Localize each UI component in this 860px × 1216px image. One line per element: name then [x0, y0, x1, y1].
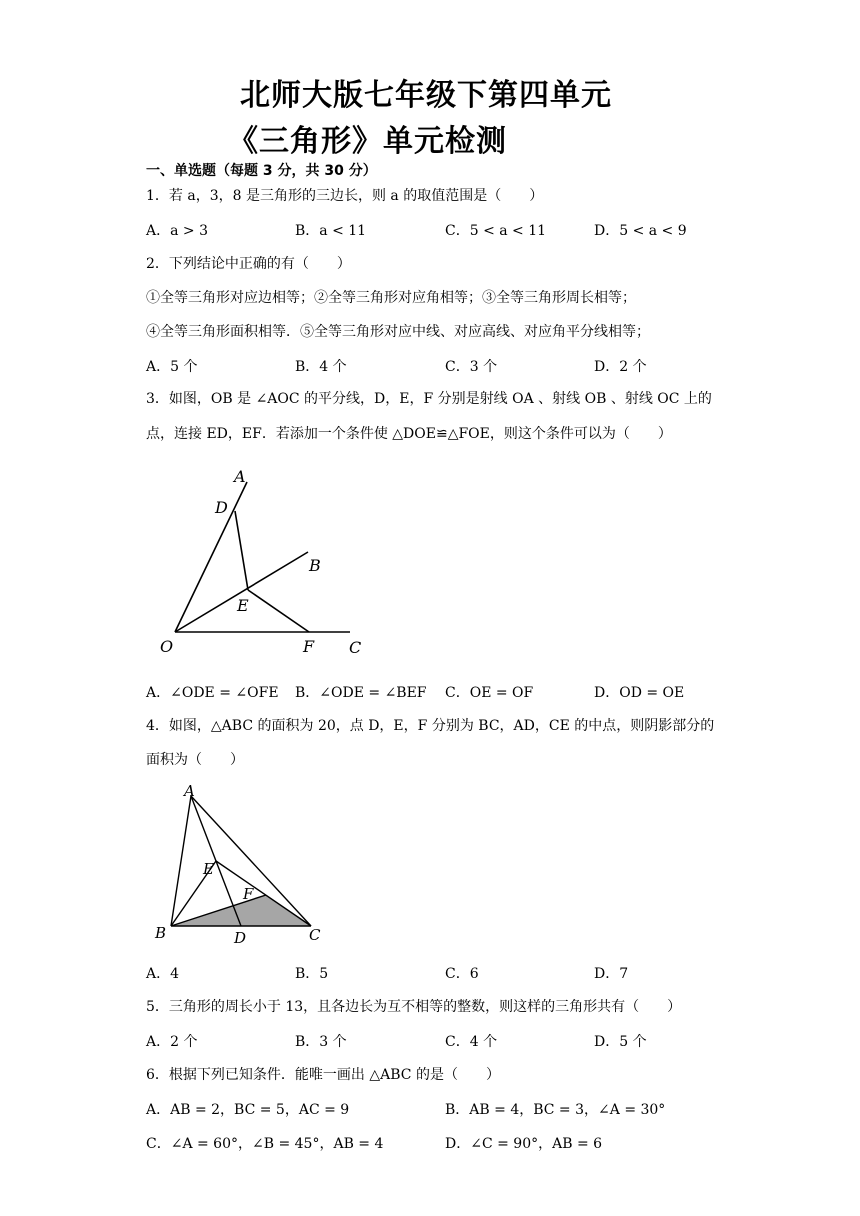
- q2-option-a[interactable]: A．5 个: [146, 359, 198, 375]
- q4-option-d[interactable]: D．7: [594, 966, 629, 982]
- q3-option-c[interactable]: C．OE = OF: [445, 685, 534, 701]
- question-3-line2: 点，连接 ED，EF．若添加一个条件使 △DOE≌△FOE，则这个条件可以为（ ）: [146, 426, 672, 442]
- q5-option-b[interactable]: B．3 个: [295, 1034, 347, 1050]
- label-f: F: [243, 885, 254, 903]
- label-f: F: [303, 637, 315, 656]
- label-e: E: [203, 860, 214, 878]
- q1-option-d[interactable]: D．5 < a < 9: [594, 223, 687, 239]
- q5-option-a[interactable]: A．2 个: [146, 1034, 198, 1050]
- segment-de: [235, 511, 248, 590]
- label-c: C: [349, 638, 362, 657]
- question-2-statements-2: ④全等三角形面积相等．⑤全等三角形对应中线、对应高线、对应角平分线相等；: [146, 324, 650, 340]
- question-2-statements-1: ①全等三角形对应边相等；②全等三角形对应角相等；③全等三角形周长相等；: [146, 290, 636, 306]
- label-d: D: [215, 498, 228, 517]
- q5-option-d[interactable]: D．5 个: [594, 1034, 647, 1050]
- q5-option-c[interactable]: C．4 个: [445, 1034, 498, 1050]
- side-ab: [171, 796, 191, 926]
- label-d: D: [234, 929, 247, 947]
- question-6: 6．根据下列已知条件．能唯一画出 △ABC 的是（ ）: [146, 1067, 500, 1083]
- q6-option-b[interactable]: B．AB = 4，BC = 3，∠A = 30°: [445, 1102, 666, 1118]
- q6-option-d[interactable]: D．∠C = 90°，AB = 6: [445, 1136, 603, 1152]
- question-4-line1: 4．如图，△ABC 的面积为 20，点 D，E，F 分别为 BC，AD，CE 的中点，则阴影部分的: [146, 718, 715, 734]
- question-1: 1．若 a，3，8 是三角形的三边长，则 a 的取值范围是（ ）: [146, 188, 544, 204]
- q4-option-c[interactable]: C．6: [445, 966, 479, 982]
- label-a: A: [184, 782, 195, 800]
- q6-option-c[interactable]: C．∠A = 60°，∠B = 45°，AB = 4: [146, 1136, 384, 1152]
- q4-option-b[interactable]: B．5: [295, 966, 329, 982]
- label-b: B: [155, 924, 167, 942]
- q3-option-d[interactable]: D．OD = OE: [594, 685, 685, 701]
- page-title-line2: 《三角形》单元检测: [228, 124, 507, 159]
- question-5: 5．三角形的周长小于 13，且各边长为互不相等的整数，则这样的三角形共有（ ）: [146, 999, 682, 1015]
- q3-option-b[interactable]: B．∠ODE = ∠BEF: [295, 685, 427, 701]
- label-b: B: [309, 556, 321, 575]
- question-3-line1: 3．如图，OB 是 ∠AOC 的平分线，D，E，F 分别是射线 OA 、射线 OB 、射线 OC 上的: [146, 391, 712, 407]
- q3-figure: [150, 460, 380, 665]
- q2-option-c[interactable]: C．3 个: [445, 359, 498, 375]
- segment-ef: [248, 590, 309, 632]
- q4-option-a[interactable]: A．4: [146, 966, 180, 982]
- q2-option-d[interactable]: D．2 个: [594, 359, 647, 375]
- q1-option-b[interactable]: B．a < 11: [295, 223, 367, 239]
- q1-option-c[interactable]: C．5 < a < 11: [445, 223, 547, 239]
- shaded-triangle-bfc: [171, 895, 311, 926]
- label-e: E: [237, 596, 249, 615]
- label-c: C: [309, 926, 321, 944]
- question-2: 2．下列结论中正确的有（ ）: [146, 256, 351, 272]
- question-4-line2: 面积为（ ）: [146, 752, 244, 768]
- q3-option-a[interactable]: A．∠ODE = ∠OFE: [146, 685, 279, 701]
- page-title-line1: 北师大版七年级下第四单元: [240, 78, 612, 113]
- q2-option-b[interactable]: B．4 个: [295, 359, 347, 375]
- label-o: O: [160, 637, 174, 656]
- q4-figure: [150, 778, 330, 948]
- q1-option-a[interactable]: A．a > 3: [146, 223, 208, 239]
- q6-option-a[interactable]: A．AB = 2，BC = 5，AC = 9: [146, 1102, 350, 1118]
- label-a: A: [234, 467, 246, 486]
- section-heading: 一、单选题（每题 3 分，共 30 分）: [146, 163, 377, 179]
